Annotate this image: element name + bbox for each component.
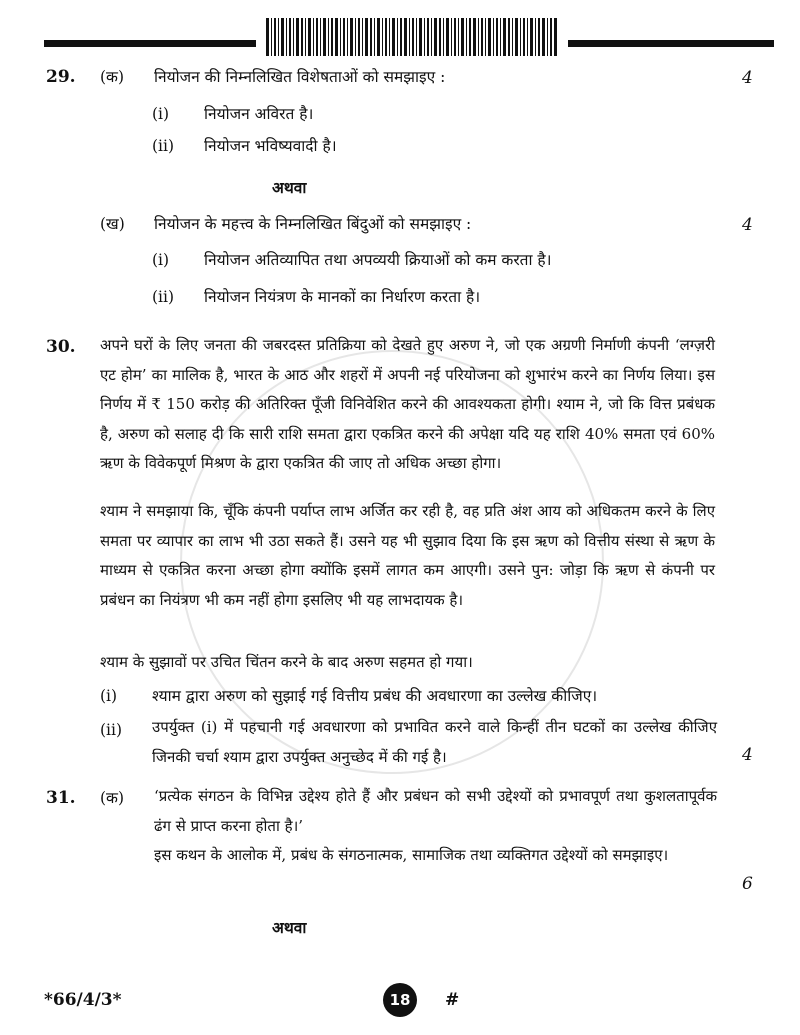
q29a-item-text: नियोजन भविष्यवादी है। [204,137,337,155]
q29a-item-text: नियोजन अविरत है। [204,105,314,123]
q31a-marks: 6 [742,874,753,894]
q29-or: अथवा [272,178,307,197]
q31a-text: इस कथन के आलोक में, प्रबंध के संगठनात्मक, सामाजिक तथा व्यक्तिगत उद्देश्यों को समझाइए। [154,846,669,864]
q29b-item-label: (i) [152,251,170,269]
q30-item-text: उपर्युक्त (i) में पहचानी गई अवधारणा को प्रभावित करने वाले किन्हीं तीन घटकों का उल्लेख कीजिए जिनकी चर्चा श्याम द्वारा उपर्युक्त अनुच्छेद में की गई है। [152,718,717,766]
q30-paragraph-2: श्याम ने समझाया कि, चूँकि कंपनी पर्याप्त लाभ अर्जित कर रही है, वह प्रति अंश आय को अधिकतम करने के लिए समता पर व्यापार का लाभ भी उठा सकते हैं। उसने यह भी सुझाव दिया कि इस ऋण को वित्तीय संस्था से ऋण के माध्यम से एकत्रित करना अच्छा होगा क्योंकि इसमें लागत कम आएगी। उसने पुन: जोड़ा कि ऋण से कंपनी पर प्रबंधन का नियंत्रण भी कम नहीं होगा इसलिए भी यह लाभदायक है। [100,502,715,609]
footer-hash: # [445,990,460,1010]
q31a-quote: ‘प्रत्येक संगठन के विभिन्न उद्देश्य होते हैं और प्रबंधन को सभी उद्देश्यों को प्रभावपूर्ण तथा कुशलतापूर्वक ढंग से प्राप्त करना होता है।’ [154,787,717,835]
q29b-item-text: नियोजन अतिव्यापित तथा अपव्ययी क्रियाओं को कम करता है। [204,251,552,269]
header-rule-right [568,40,774,47]
q31a-label: (क) [100,789,124,807]
q31-or: अथवा [272,918,307,937]
q29b-marks: 4 [742,215,753,235]
q30-paragraph-3: श्याम के सुझावों पर उचित चिंतन करने के बाद अरुण सहमत हो गया। [100,653,473,671]
q30-item-label: (ii) [100,721,123,739]
header-rule-left [44,40,256,47]
page-number: 18 [383,983,417,1017]
q31-number: 31. [46,788,76,808]
q30-number: 30. [46,337,76,357]
q30-item-label: (i) [100,687,118,705]
q29a-item-label: (i) [152,105,170,123]
q29b-label: (ख) [100,215,125,233]
q30-paragraph-1: अपने घरों के लिए जनता की जबरदस्त प्रतिक्रिया को देखते हुए अरुण ने, जो एक अग्रणी निर्माणी कंपनी ‘लग्ज़री एट होम’ का मालिक है, भारत के आठ और शहरों में अपनी नई परियोजना को शुभारंभ करने का निर्णय लिया। इस निर्णय में ₹ 150 करोड़ की अतिरिक्त पूँजी विनिवेशित करने की आवश्यकता होगी। श्याम ने, जो कि वित्त प्रबंधक है, अरुण को सलाह दी कि सारी राशि समता द्वारा एकत्रित करने की अपेक्षा यदि यह राशि 40% समता एवं 60% ऋण के विवेकपूर्ण मिश्रण के द्वारा एकत्रित की जाए तो अधिक अच्छा होगा। [100,336,715,472]
q29-number: 29. [46,67,76,87]
barcode-image [266,18,558,56]
q29b-item-text: नियोजन नियंत्रण के मानकों का निर्धारण करता है। [204,288,481,306]
q29a-text: नियोजन की निम्नलिखित विशेषताओं को समझाइए : [154,68,446,86]
q29a-item-label: (ii) [152,137,175,155]
q29b-text: नियोजन के महत्त्व के निम्नलिखित बिंदुओं को समझाइए : [154,215,472,233]
q29b-item-label: (ii) [152,288,175,306]
q29a-marks: 4 [742,68,753,88]
q30-item-text: श्याम द्वारा अरुण को सुझाई गई वित्तीय प्रबंध की अवधारणा का उल्लेख कीजिए। [152,687,598,705]
q29a-label: (क) [100,68,124,86]
footer-code: *66/4/3* [44,990,122,1010]
q30-marks: 4 [742,745,753,765]
